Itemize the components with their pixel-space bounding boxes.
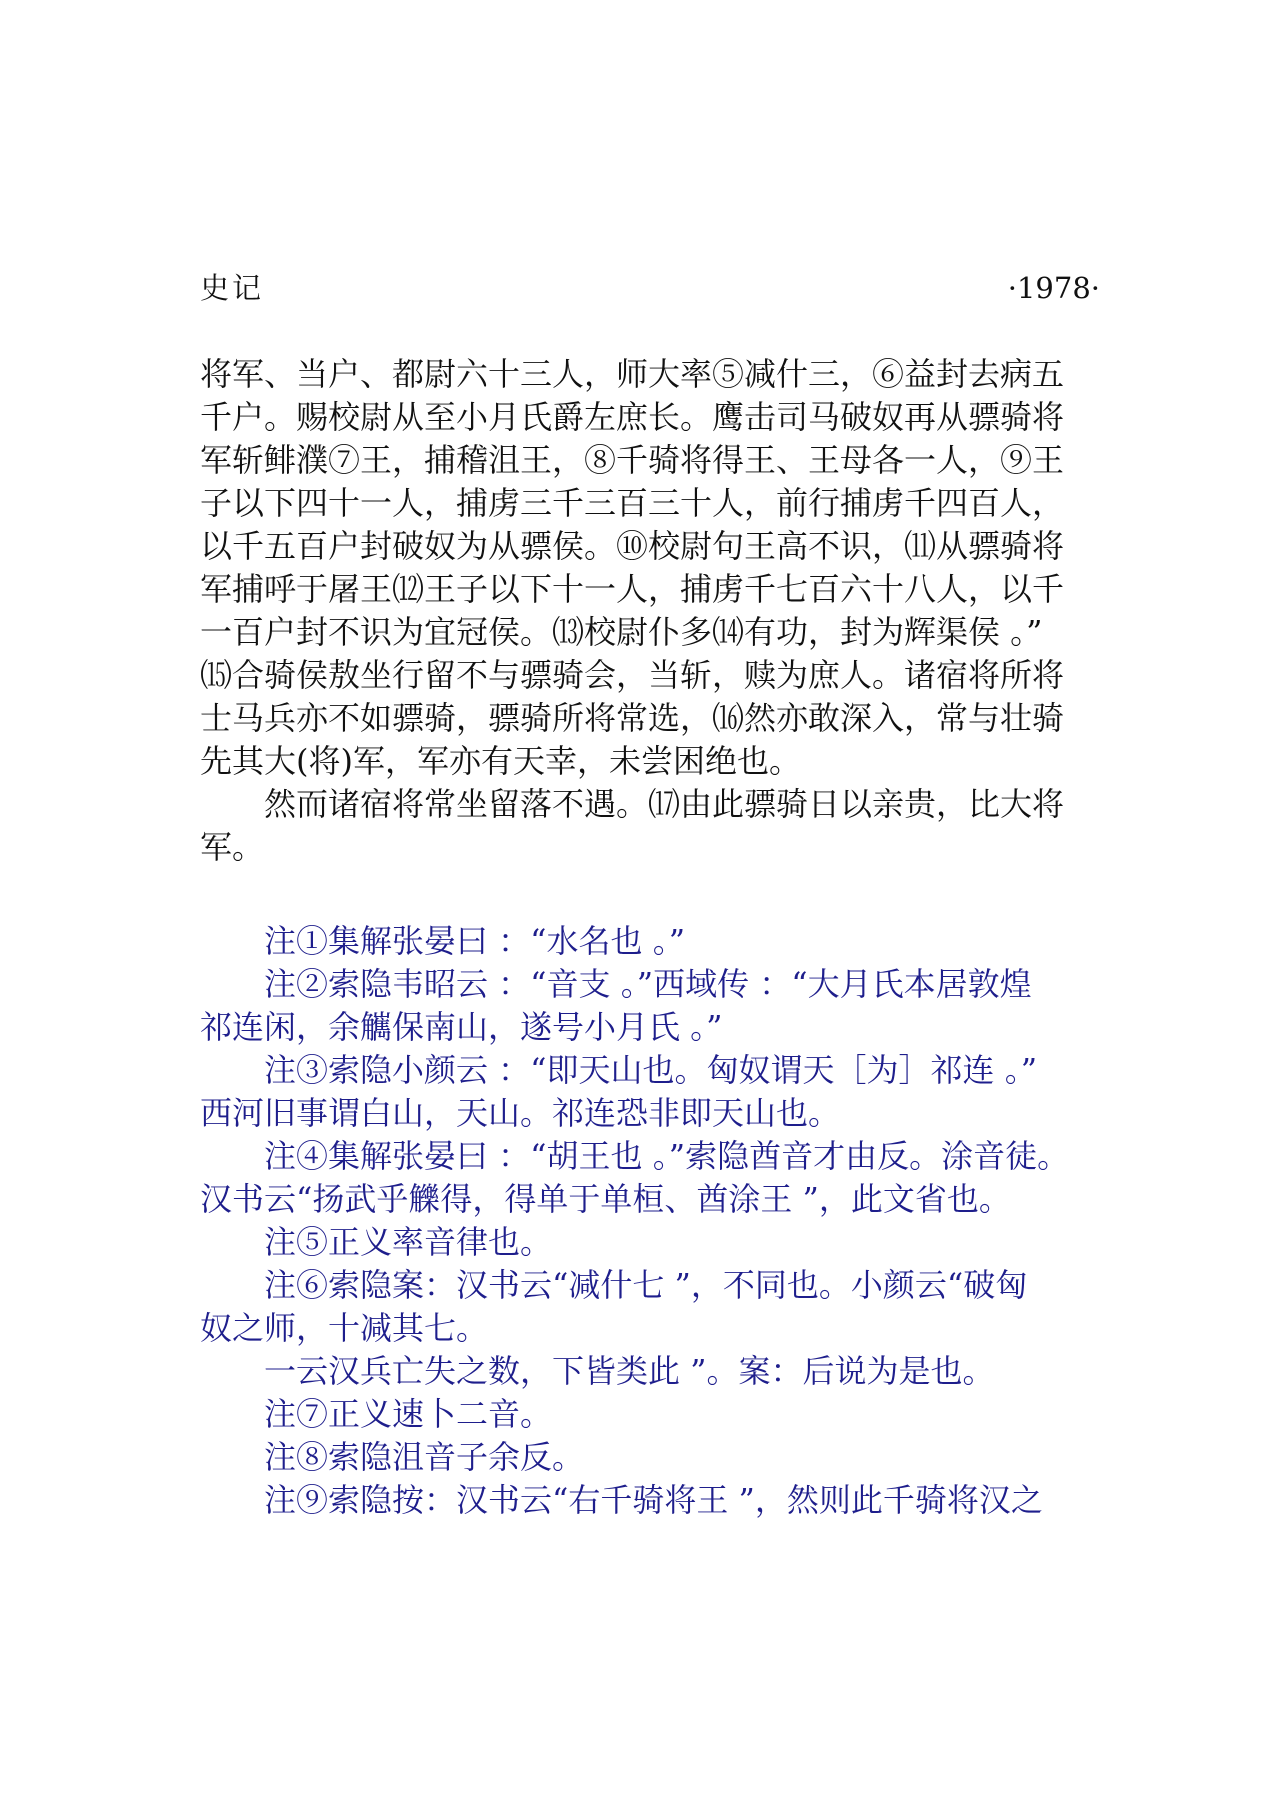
main-text (200, 353, 1100, 869)
note-line: 注⑤正义率音律也。 (264, 1223, 553, 1261)
text-line: 子以下四十一人，捕虏三千三百三十人，前行捕虏千四百人， (200, 484, 1065, 522)
note-line: 注⑧索隐沮音子余反。 (264, 1438, 585, 1476)
note-line: 注④集解张晏曰 ：“胡王也 。”索隐酋音才由反。涂音徒。 (264, 1137, 1070, 1175)
text-line: 将军、当户、都尉六十三人，师大率⑤减什三，⑥益封去病五 (200, 355, 1065, 393)
annotation-notes (200, 920, 1120, 1522)
note-line: 注⑦正义速卜二音。 (264, 1395, 553, 1433)
note-line: 西河旧事谓白山，天山。祁连恐非即天山也。 (200, 1094, 841, 1132)
text-line: 军斩鲱濮⑦王，捕稽沮王，⑧千骑将得王、王母各一人，⑨王 (200, 441, 1065, 479)
text-line: 以千五百户封破奴为从骠侯。⑩校尉句王高不识，⑾从骠骑将 (200, 527, 1065, 565)
text-line: 先其大(将)军，军亦有天幸，未尝困绝也。 (200, 742, 801, 780)
note-line: 注②索隐韦昭云 ：“音支 。”西域传 ：“大月氏本居敦煌 (264, 965, 1032, 1003)
note-line: 注⑨索隐按：汉书云“右千骑将王 ”，然则此千骑将汉之 (264, 1481, 1043, 1519)
note-line: 祁连闲，余觽保南山，遂号小月氏 。” (200, 1008, 723, 1046)
text-line: 千户。赐校尉从至小月氏爵左庶长。鹰击司马破奴再从骠骑将 (200, 398, 1065, 436)
running-title: 史记 (200, 271, 265, 305)
text-line: 军捕呼于屠王⑿王子以下十一人，捕虏千七百六十八人，以千 (200, 570, 1065, 608)
note-line: 注⑥索隐案：汉书云“减什七 ”，不同也。小颜云“破匈 (264, 1266, 1028, 1304)
note-line: 汉书云“扬武乎觻得，得单于单桓、酋涂王 ”，此文省也。 (200, 1180, 1011, 1218)
text-line: 然而诸宿将常坐留落不遇。⒄由此骠骑日以亲贵，比大将 (264, 785, 1065, 823)
text-line: 士马兵亦不如骠骑，骠骑所将常选，⒃然亦敢深入，常与壮骑 (200, 699, 1065, 737)
text-line: 一百户封不识为宜冠侯。⒀校尉仆多⒁有功，封为辉渠侯 。” (200, 613, 1043, 651)
note-line: 注①集解张晏曰 ：“水名也 。” (264, 922, 686, 960)
note-line: 注③索隐小颜云 ：“即天山也。匈奴谓天［为］祁连 。” (264, 1051, 1038, 1089)
text-line: ⒂合骑侯敖坐行留不与骠骑会，当斩，赎为庶人。诸宿将所将 (200, 656, 1065, 694)
page-number: ·1978· (1007, 271, 1100, 305)
text-line: 军。 (200, 828, 265, 866)
note-line: 奴之师，十减其七。 (200, 1309, 489, 1347)
note-line: 一云汉兵亡失之数，下皆类此 ”。案：后说为是也。 (264, 1352, 995, 1390)
